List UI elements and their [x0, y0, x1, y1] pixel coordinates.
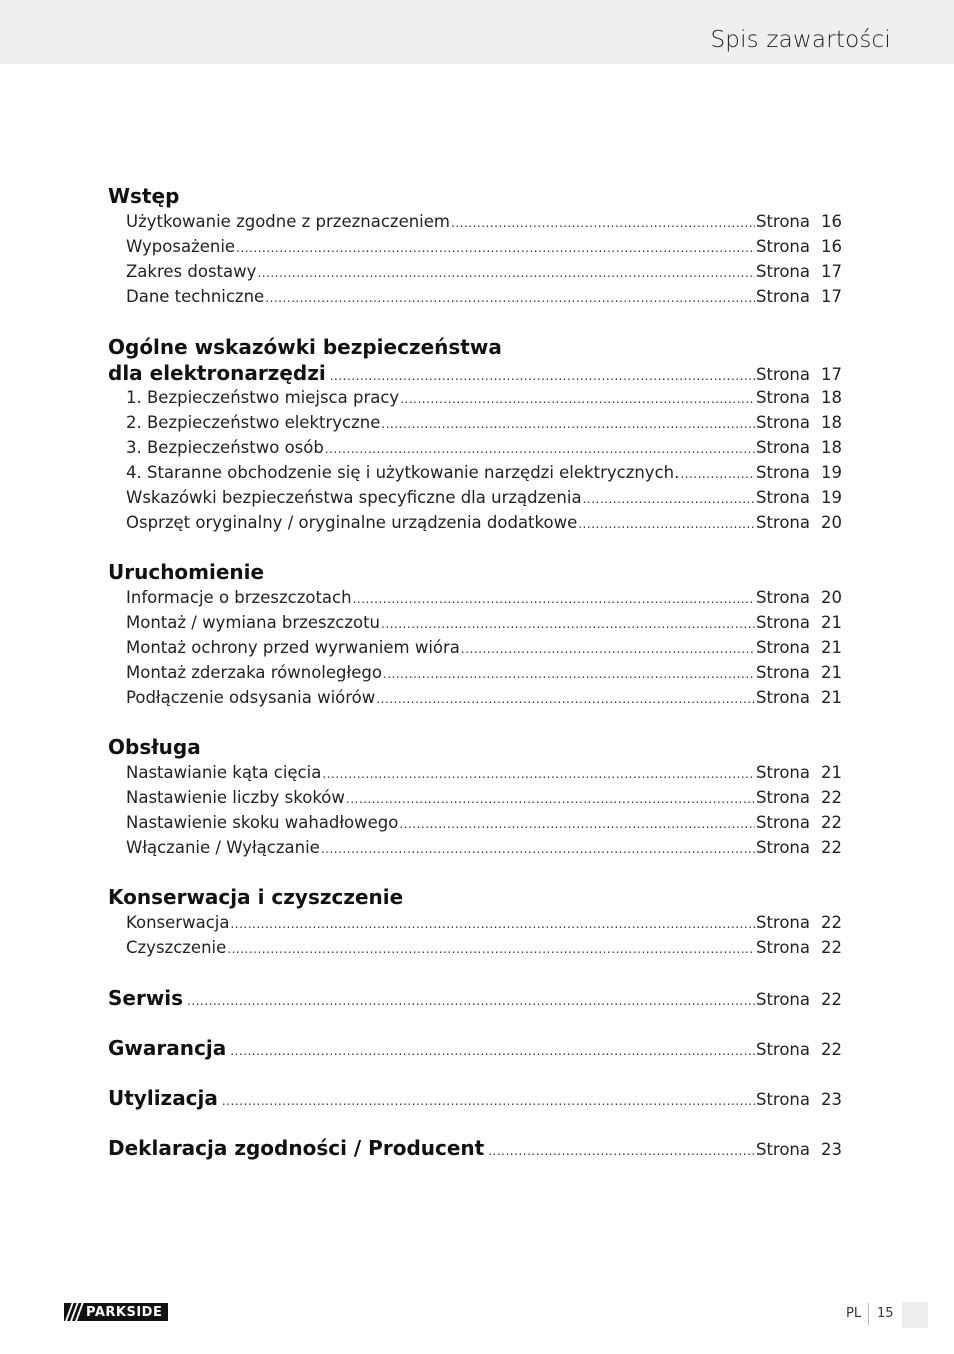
- toc-heading-entry[interactable]: [108, 1086, 842, 1110]
- toc-entry[interactable]: [126, 413, 842, 437]
- page-number: 16: [821, 237, 842, 256]
- toc-entry-label: Czyszczenie: [126, 938, 227, 957]
- toc-entry[interactable]: [126, 463, 842, 487]
- page-word: Strona: [755, 438, 810, 457]
- page-word: Strona: [755, 212, 810, 231]
- logo-stripes-icon: [64, 1303, 84, 1321]
- toc-entry-label: Włączanie / Wyłączanie: [126, 838, 320, 857]
- page-number: 20: [821, 513, 842, 532]
- leader-dots: [187, 994, 755, 1008]
- leader-dots: [236, 241, 755, 255]
- page-word: Strona: [755, 990, 810, 1009]
- leader-dots: [461, 642, 755, 656]
- toc-entry-label: 3. Bezpieczeństwo osób: [126, 438, 324, 457]
- toc-entry-label: 4. Staranne obchodzenie się i użytkowanie narzędzi elektrycznych.: [126, 463, 680, 482]
- page-word: Strona: [755, 913, 810, 932]
- page-word: Strona: [755, 1140, 810, 1159]
- page-word: Strona: [755, 513, 810, 532]
- toc-entry-label: 1. Bezpieczeństwo miejsca pracy: [126, 388, 400, 407]
- leader-dots: [230, 917, 755, 931]
- leader-dots: [578, 517, 755, 531]
- footer-divider: [868, 1303, 869, 1325]
- page-word: Strona: [755, 613, 810, 632]
- leader-dots: [451, 216, 755, 230]
- leader-dots: [400, 392, 755, 406]
- toc-entry[interactable]: [126, 613, 842, 637]
- toc-entry-label: Montaż zderzaka równoległego: [126, 663, 382, 682]
- leader-dots: [376, 692, 755, 706]
- toc-entry[interactable]: [126, 813, 842, 837]
- page-word: Strona: [755, 463, 810, 482]
- toc-entry-label: Montaż ochrony przed wyrwaniem wióra: [126, 638, 460, 657]
- page-title: Spis zawartości: [710, 27, 891, 53]
- page-number: 22: [821, 990, 842, 1009]
- toc-entry[interactable]: [126, 838, 842, 862]
- page-word: Strona: [755, 365, 810, 384]
- leader-dots: [265, 291, 755, 305]
- page-word: Strona: [755, 237, 810, 256]
- page-word: Strona: [755, 813, 810, 832]
- toc-entry[interactable]: [126, 438, 842, 462]
- toc-entry[interactable]: [126, 262, 842, 286]
- toc-entry-label: Wskazówki bezpieczeństwa specyficzne dla urządzenia: [126, 488, 582, 507]
- toc-heading-entry[interactable]: [108, 361, 842, 385]
- toc-entry[interactable]: [126, 913, 842, 937]
- page-number: 19: [821, 463, 842, 482]
- parkside-logo: [64, 1303, 168, 1321]
- page-word: Strona: [755, 663, 810, 682]
- toc-entry[interactable]: [126, 938, 842, 962]
- page-number: 17: [821, 365, 842, 384]
- page-word: Strona: [755, 287, 810, 306]
- leader-dots: [325, 442, 755, 456]
- toc-entry-label: Informacje o brzeszczotach: [126, 588, 352, 607]
- toc-heading-entry[interactable]: [108, 1136, 842, 1160]
- leader-dots: [257, 266, 755, 280]
- leader-dots: [330, 369, 755, 383]
- leader-dots: [383, 667, 755, 681]
- page-word: Strona: [755, 838, 810, 857]
- toc-heading-entry[interactable]: [108, 986, 842, 1010]
- leader-dots: [321, 842, 755, 856]
- page-number: 18: [821, 438, 842, 457]
- toc-entry-label: Osprzęt oryginalny / oryginalne urządzenia dodatkowe: [126, 513, 578, 532]
- toc-entry-label: Zakres dostawy: [126, 262, 257, 281]
- leader-dots: [227, 942, 755, 956]
- toc-entry-label: Montaż / wymiana brzeszczotu: [126, 613, 381, 632]
- leader-dots: [381, 417, 755, 431]
- leader-dots: [346, 792, 755, 806]
- toc-entry-label: Wyposażenie: [126, 237, 236, 256]
- leader-dots: [488, 1144, 755, 1158]
- leader-dots: [583, 492, 755, 506]
- toc-entry[interactable]: [126, 663, 842, 687]
- page-word: Strona: [755, 1090, 810, 1109]
- toc-entry[interactable]: [126, 287, 842, 311]
- toc-entry-label: Nastawienie skoku wahadłowego: [126, 813, 399, 832]
- header-bar: [0, 0, 954, 64]
- page-word: Strona: [755, 488, 810, 507]
- toc-entry[interactable]: [126, 237, 842, 261]
- toc-entry-label: Konserwacja: [126, 913, 230, 932]
- toc-entry[interactable]: [126, 388, 842, 412]
- toc-entry[interactable]: [126, 588, 842, 612]
- toc-entry-label: Nastawianie kąta cięcia: [126, 763, 322, 782]
- page-word: Strona: [755, 413, 810, 432]
- section-heading-uruchomienie: Uruchomienie: [108, 560, 265, 584]
- toc-entry[interactable]: [126, 513, 842, 537]
- page-number: 21: [821, 763, 842, 782]
- leader-dots: [381, 617, 755, 631]
- section-heading-utylizacja: Utylizacja: [108, 1086, 218, 1110]
- toc-heading-entry[interactable]: [108, 1036, 842, 1060]
- leader-dots: [222, 1094, 755, 1108]
- toc-entry-label: Podłączenie odsysania wiórów: [126, 688, 376, 707]
- page-word: Strona: [755, 588, 810, 607]
- page-number: 23: [821, 1090, 842, 1109]
- section-heading-obsluga: Obsługa: [108, 735, 201, 759]
- page-number: 21: [821, 638, 842, 657]
- leader-dots: [353, 592, 755, 606]
- section-heading-gwarancja: Gwarancja: [108, 1036, 227, 1060]
- logo-brand-text: PARKSIDE: [84, 1303, 168, 1321]
- page-number-footer: 15: [877, 1306, 894, 1321]
- section-heading-serwis: Serwis: [108, 986, 184, 1010]
- toc-entry[interactable]: [126, 212, 842, 236]
- toc-entry-label: Nastawienie liczby skoków: [126, 788, 345, 807]
- toc-entry-label: Dane techniczne: [126, 287, 265, 306]
- page-word: Strona: [755, 938, 810, 957]
- page-number: 21: [821, 688, 842, 707]
- toc-entry-label: Użytkowanie zgodne z przeznaczeniem: [126, 212, 450, 231]
- toc-entry[interactable]: [126, 763, 842, 787]
- page-word: Strona: [755, 788, 810, 807]
- page-word: Strona: [755, 262, 810, 281]
- page-number: 22: [821, 813, 842, 832]
- page-number: 19: [821, 488, 842, 507]
- page-number: 16: [821, 212, 842, 231]
- section-heading-wstep: Wstęp: [108, 184, 180, 208]
- leader-dots: [399, 817, 755, 831]
- page-number: 17: [821, 262, 842, 281]
- leader-dots: [230, 1044, 755, 1058]
- page-number: 22: [821, 838, 842, 857]
- page-number: 22: [821, 938, 842, 957]
- page-number: 20: [821, 588, 842, 607]
- toc-entry[interactable]: [126, 688, 842, 712]
- page-number: 23: [821, 1140, 842, 1159]
- footer-tab-marker: [902, 1302, 928, 1328]
- page-number: 22: [821, 788, 842, 807]
- page-number: 21: [821, 663, 842, 682]
- language-code: PL: [846, 1306, 862, 1321]
- section-heading-ogolne: Ogólne wskazówki bezpieczeństwa: [108, 335, 502, 359]
- toc-entry[interactable]: [126, 488, 842, 512]
- leader-dots: [680, 467, 755, 481]
- section-heading-deklaracja: Deklaracja zgodności / Producent: [108, 1136, 485, 1160]
- page-number: 18: [821, 413, 842, 432]
- page-number: 17: [821, 287, 842, 306]
- page-word: Strona: [755, 763, 810, 782]
- toc-entry[interactable]: [126, 788, 842, 812]
- page-word: Strona: [755, 638, 810, 657]
- page-number: 22: [821, 1040, 842, 1059]
- section-heading-ogolne-line2: dla elektronarzędzi: [108, 361, 326, 385]
- toc-entry-label: 2. Bezpieczeństwo elektryczne: [126, 413, 381, 432]
- toc-entry[interactable]: [126, 638, 842, 662]
- page-word: Strona: [755, 388, 810, 407]
- leader-dots: [322, 767, 755, 781]
- page-number: 18: [821, 388, 842, 407]
- section-heading-konserwacja: Konserwacja i czyszczenie: [108, 885, 404, 909]
- page-number: 22: [821, 913, 842, 932]
- page-number: 21: [821, 613, 842, 632]
- page-word: Strona: [755, 1040, 810, 1059]
- page-word: Strona: [755, 688, 810, 707]
